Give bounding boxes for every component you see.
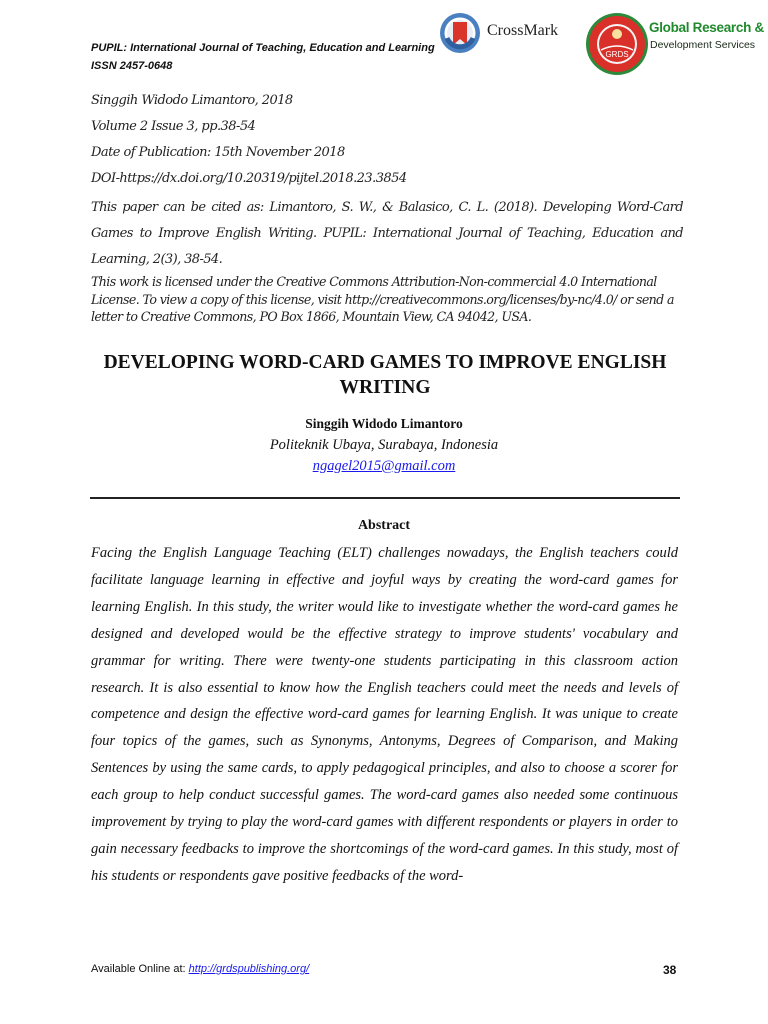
page-number: 38 xyxy=(663,963,677,977)
paper-title: DEVELOPING WORD-CARD GAMES TO IMPROVE ENGLISH WRITING xyxy=(103,352,667,398)
footer-url-link[interactable]: http://grdspublishing.org/ xyxy=(188,963,310,975)
grds-seal-icon xyxy=(585,12,649,76)
footer-availability xyxy=(91,963,309,975)
journal-issn: ISSN 2457-0648 xyxy=(91,60,173,72)
publisher-name: Global Research & xyxy=(649,20,764,35)
section-divider xyxy=(90,497,680,499)
crossmark-badge[interactable] xyxy=(439,12,569,56)
meta-volume: Volume 2 Issue 3, pp.38-54 xyxy=(91,119,256,134)
meta-doi[interactable]: DOI-https://dx.doi.org/10.20319/pijtel.2018.23.3854 xyxy=(91,171,407,186)
author-name: Singgih Widodo Limantoro xyxy=(305,416,463,431)
crossmark-label: CrossMark xyxy=(487,22,559,39)
meta-author-year: Singgih Widodo Limantoro, 2018 xyxy=(91,93,293,108)
author-email-link[interactable]: ngagel2015@gmail.com xyxy=(312,458,456,474)
license-text: This work is licensed under the Creative Commons Attribution-Non-commercial 4.0 International License. To view a copy of this license, visit http://creativecommons.org/licenses/by-nc/4.0/ or send a letter to Creative Commons, PO Box 1866, Mountain View, CA 94042, USA. xyxy=(91,274,674,324)
author-email xyxy=(0,458,768,475)
footer-available-label: Available Online at: xyxy=(91,963,186,975)
publisher-subtitle: Development Services xyxy=(650,39,756,51)
abstract-heading: Abstract xyxy=(357,518,411,533)
publisher-logo xyxy=(585,12,768,82)
author-affiliation: Politeknik Ubaya, Surabaya, Indonesia xyxy=(269,437,499,453)
grds-seal-text: GRDS xyxy=(605,50,629,59)
abstract-body: Facing the English Language Teaching (ELT) challenges nowadays, the English teachers could facilitate language learning in effective and joyful ways by creating the word-card games for learning English. In this study, the writer would like to investigate whether the word-card games he designed and developed would be the effective strategy to improve students' vocabulary and grammar for writing. There were twenty-one students participating in this classroom action research. It is also essential to know how the English teachers could meet the needs and levels of competence and design the effective word-card games for learning English. It was unique to create four topics of the games, such as Synonyms, Antonyms, Degrees of Comparison, and Making Sentences by using the same cards, to apply pedagogical principles, and also to choose a scorer for each group to help conduct successful games. The word-card games also needed some continuous improvement by trying to play the word-card games with different respondents or players in order to gain necessary feedbacks to improve the shortcomings of the word-card games. In this study, most of his students or respondents gave positive feedbacks of the word- xyxy=(91,545,678,884)
journal-name: PUPIL: International Journal of Teaching, Education and Learning xyxy=(91,42,435,54)
citation-text: This paper can be cited as: Limantoro, S. W., & Balasico, C. L. (2018). Developing Word-Card Games to Improve English Writing. PUPIL: International Journal of Teaching, Education and Learning, 2(3), 38-54. xyxy=(91,200,683,267)
crossmark-icon xyxy=(439,12,481,54)
meta-publication-date: Date of Publication: 15th November 2018 xyxy=(91,145,345,160)
